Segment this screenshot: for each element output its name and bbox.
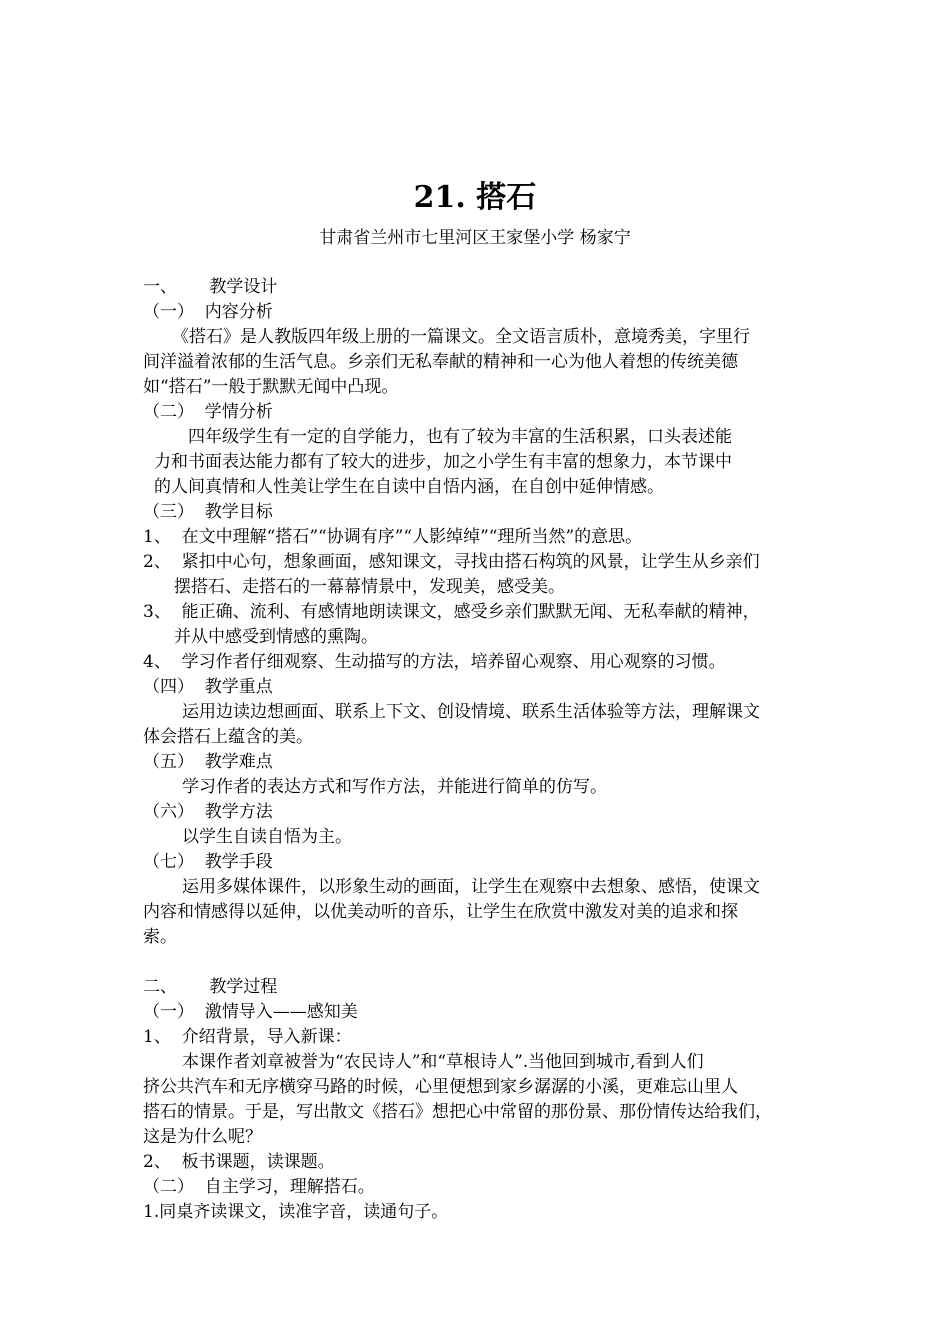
subsection-heading: （五） 教学难点 — [143, 752, 273, 772]
paragraph-line: 挤公共汽车和无序横穿马路的时候，心里便想到家乡潺潺的小溪，更难忘山里人 — [143, 1077, 738, 1097]
list-item: 1.同桌齐读课文，读准字音，读通句子。 — [143, 1202, 449, 1222]
list-item: 1、 介绍背景，导入新课： — [143, 1027, 352, 1047]
list-item: 2、 板书课题，读课题。 — [143, 1152, 335, 1172]
paragraph-line: 《搭石》是人教版四年级上册的一篇课文。全文语言质朴，意境秀美，字里行 — [172, 327, 750, 347]
paragraph-line: 间洋溢着浓郁的生活气息。乡亲们无私奉献的精神和一心为他人着想的传统美德 — [143, 352, 738, 372]
document-title: 21. 搭石 — [413, 180, 537, 215]
paragraph-line: 力和书面表达能力都有了较大的进步，加之小学生有丰富的想象力，本节课中 — [154, 452, 732, 472]
paragraph-line: 本课作者刘章被誉为“农民诗人”和“草根诗人”.当他回到城市,看到人们 — [182, 1052, 704, 1072]
paragraph-line: 运用边读边想画面、联系上下文、创设情境、联系生活体验等方法，理解课文 — [182, 702, 760, 722]
subsection-heading: （七） 教学手段 — [143, 852, 273, 872]
author-line: 甘肃省兰州市七里河区王家堡小学 杨家宁 — [319, 228, 631, 248]
subsection-heading: （六） 教学方法 — [143, 802, 273, 822]
paragraph-line: 体会搭石上蕴含的美。 — [143, 727, 313, 747]
paragraph-line: 四年级学生有一定的自学能力，也有了较为丰富的生活积累，口头表述能 — [188, 427, 732, 447]
paragraph-line: 以学生自读自悟为主。 — [182, 827, 352, 847]
section-heading: 二、 教学过程 — [143, 977, 278, 997]
list-item-continuation: 并从中感受到情感的熏陶。 — [174, 627, 378, 647]
subsection-heading: （一） 内容分析 — [143, 302, 273, 322]
list-item-continuation: 摆搭石、走搭石的一幕幕情景中，发现美，感受美。 — [174, 577, 565, 597]
subsection-heading: （三） 教学目标 — [143, 502, 273, 522]
list-item: 2、 紧扣中心句，想象画面，感知课文，寻找由搭石构筑的风景，让学生从乡亲们 — [143, 552, 760, 572]
paragraph-line: 运用多媒体课件，以形象生动的画面，让学生在观察中去想象、感悟，使课文 — [182, 877, 760, 897]
list-item: 1、 在文中理解“搭石”“协调有序”“人影绰绰”“理所当然”的意思。 — [143, 527, 643, 547]
paragraph-line: 搭石的情景。于是，写出散文《搭石》想把心中常留的那份景、那份情传达给我们， — [143, 1102, 772, 1122]
paragraph-line: 如“搭石”一般于默默无闻中凸现。 — [143, 377, 399, 397]
subsection-heading: （一） 激情导入——感知美 — [143, 1002, 358, 1022]
subsection-heading: （四） 教学重点 — [143, 677, 273, 697]
list-item: 4、 学习作者仔细观察、生动描写的方法，培养留心观察、用心观察的习惯。 — [143, 652, 726, 672]
paragraph-line: 这是为什么呢？ — [143, 1127, 262, 1147]
section-heading: 一、 教学设计 — [143, 277, 278, 297]
paragraph-line: 内容和情感得以延伸，以优美动听的音乐，让学生在欣赏中激发对美的追求和探 — [143, 902, 738, 922]
subsection-heading: （二） 自主学习，理解搭石。 — [143, 1177, 375, 1197]
paragraph-line: 的人间真情和人性美让学生在自读中自悟内涵，在自创中延伸情感。 — [154, 477, 664, 497]
paragraph-line: 学习作者的表达方式和写作方法，并能进行简单的仿写。 — [182, 777, 607, 797]
list-item: 3、 能正确、流利、有感情地朗读课文，感受乡亲们默默无闻、无私奉献的精神， — [143, 602, 760, 622]
paragraph-line: 索。 — [143, 927, 177, 947]
subsection-heading: （二） 学情分析 — [143, 402, 273, 422]
